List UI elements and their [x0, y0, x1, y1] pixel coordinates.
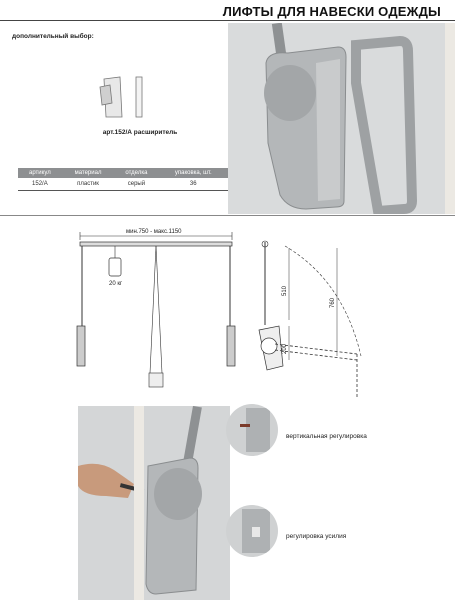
col-material: материал — [62, 168, 115, 178]
vertical-adjust-label: вертикальная регулировка — [286, 433, 367, 440]
lift-mechanism-illustration — [228, 23, 455, 214]
col-finish: отделка — [114, 168, 158, 178]
table-row — [18, 178, 228, 191]
table-header-row — [18, 168, 228, 178]
side-view-drawing — [245, 230, 375, 400]
dimension-200: 200 — [282, 343, 289, 355]
cell-article: 152/А — [18, 178, 62, 191]
wall-strip-bottom — [134, 406, 144, 600]
cell-pack: 36 — [159, 178, 228, 191]
dimension-760: 760 — [330, 297, 337, 309]
dimension-510: 510 — [282, 285, 289, 297]
vertical-adjust-detail — [226, 404, 278, 456]
page-title: ЛИФТЫ ДЛЯ НАВЕСКИ ОДЕЖДЫ — [222, 4, 441, 19]
header-rule — [0, 20, 455, 21]
page-header — [0, 0, 455, 22]
wall-strip — [445, 23, 455, 214]
section-divider — [0, 215, 455, 216]
force-adjust-label: регулировка усилия — [286, 533, 347, 540]
part-caption: арт.152/А расширитель — [102, 129, 178, 136]
width-dimension-label: мин.750 - макс.1150 — [126, 229, 182, 235]
expander-part-image — [96, 73, 156, 121]
product-photo-top — [228, 23, 455, 214]
force-adjust-detail — [226, 505, 278, 557]
front-view-drawing — [60, 228, 250, 398]
weight-label: 20 кг — [109, 281, 123, 287]
col-article: артикул — [18, 168, 62, 178]
optional-choice-label: дополнительный выбор: — [12, 33, 94, 40]
lift-adjustment-illustration — [78, 406, 230, 600]
cell-finish: серый — [114, 178, 158, 191]
cell-material: пластик — [62, 178, 115, 191]
col-pack: упаковка, шт. — [159, 168, 228, 178]
spec-table — [18, 168, 228, 191]
product-photo-bottom — [78, 406, 230, 600]
